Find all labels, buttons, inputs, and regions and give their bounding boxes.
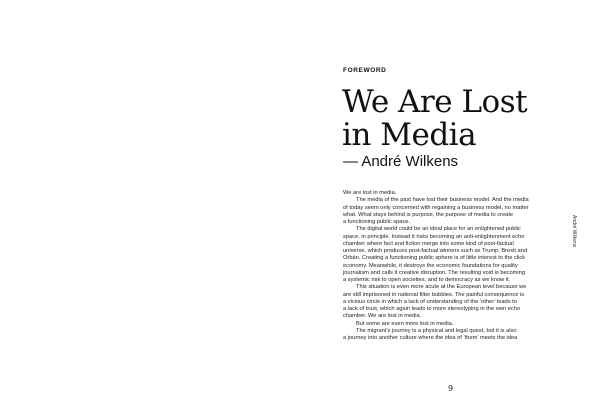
- author-byline: — André Wilkens: [343, 153, 459, 170]
- body-line: of today seem only concerned with regaining a business model, no matter: [343, 204, 529, 211]
- body-line: a vicious circle in which a lack of understanding of the ‘other’ leads to: [343, 298, 517, 305]
- body-line: The media of the past have lost their business model. And the media: [356, 197, 529, 204]
- body-line: a lack of trust, which again leads to more stereotyping in the own echo: [343, 306, 521, 312]
- body-line: Orbán. Creating a functioning public sphere is of little interest to the click: [343, 255, 526, 262]
- running-head: André Wilkens: [571, 215, 577, 248]
- body-line: We are lost in media.: [343, 190, 397, 196]
- body-line: But some are even more lost in media.: [356, 320, 454, 327]
- body-line: a journey into another culture where the idea of ‘them’ meets the idea: [343, 335, 518, 341]
- page-number: 9: [448, 384, 454, 393]
- chapter-title-line-2: in Media: [342, 117, 477, 153]
- body-line: The migrant’s journey is a physical and legal quest, but it is also: [356, 327, 517, 334]
- body-line: are still imprisoned in national filter bubbles. The painful consequence is: [343, 291, 525, 298]
- chapter-title-line-1: We Are Lost: [342, 84, 528, 120]
- body-line: chamber. We are lost in media.: [343, 313, 422, 320]
- body-line: a functioning public space.: [343, 219, 411, 225]
- chapter-title: [342, 86, 582, 152]
- body-line: a systemic risk to open societies, and to democracy as we know it.: [343, 277, 511, 283]
- body-line: universe, which produces post-factual winners such as Trump, Brexit and: [343, 248, 527, 254]
- body-line: chamber where fact and fiction merge into some kind of post-factual: [343, 240, 514, 247]
- body-line: journalism and calls it creative disruption. The resulting void is becoming: [343, 269, 525, 276]
- section-label: FOREWORD: [343, 67, 387, 74]
- body-line: what. What stays behind is purpose, the purpose of media to create: [343, 211, 514, 218]
- body-line: This situation is even more acute at the European level because we: [356, 284, 527, 291]
- body-line: economy. Meanwhile, it destroys the economic foundations for quality: [343, 262, 518, 269]
- body-line: space, in principle. Instead it risks becoming an anti-enlightenment echo: [343, 233, 525, 240]
- body-text: [343, 190, 575, 342]
- body-line: The digital world could be an ideal place for an enlightened public: [356, 226, 521, 233]
